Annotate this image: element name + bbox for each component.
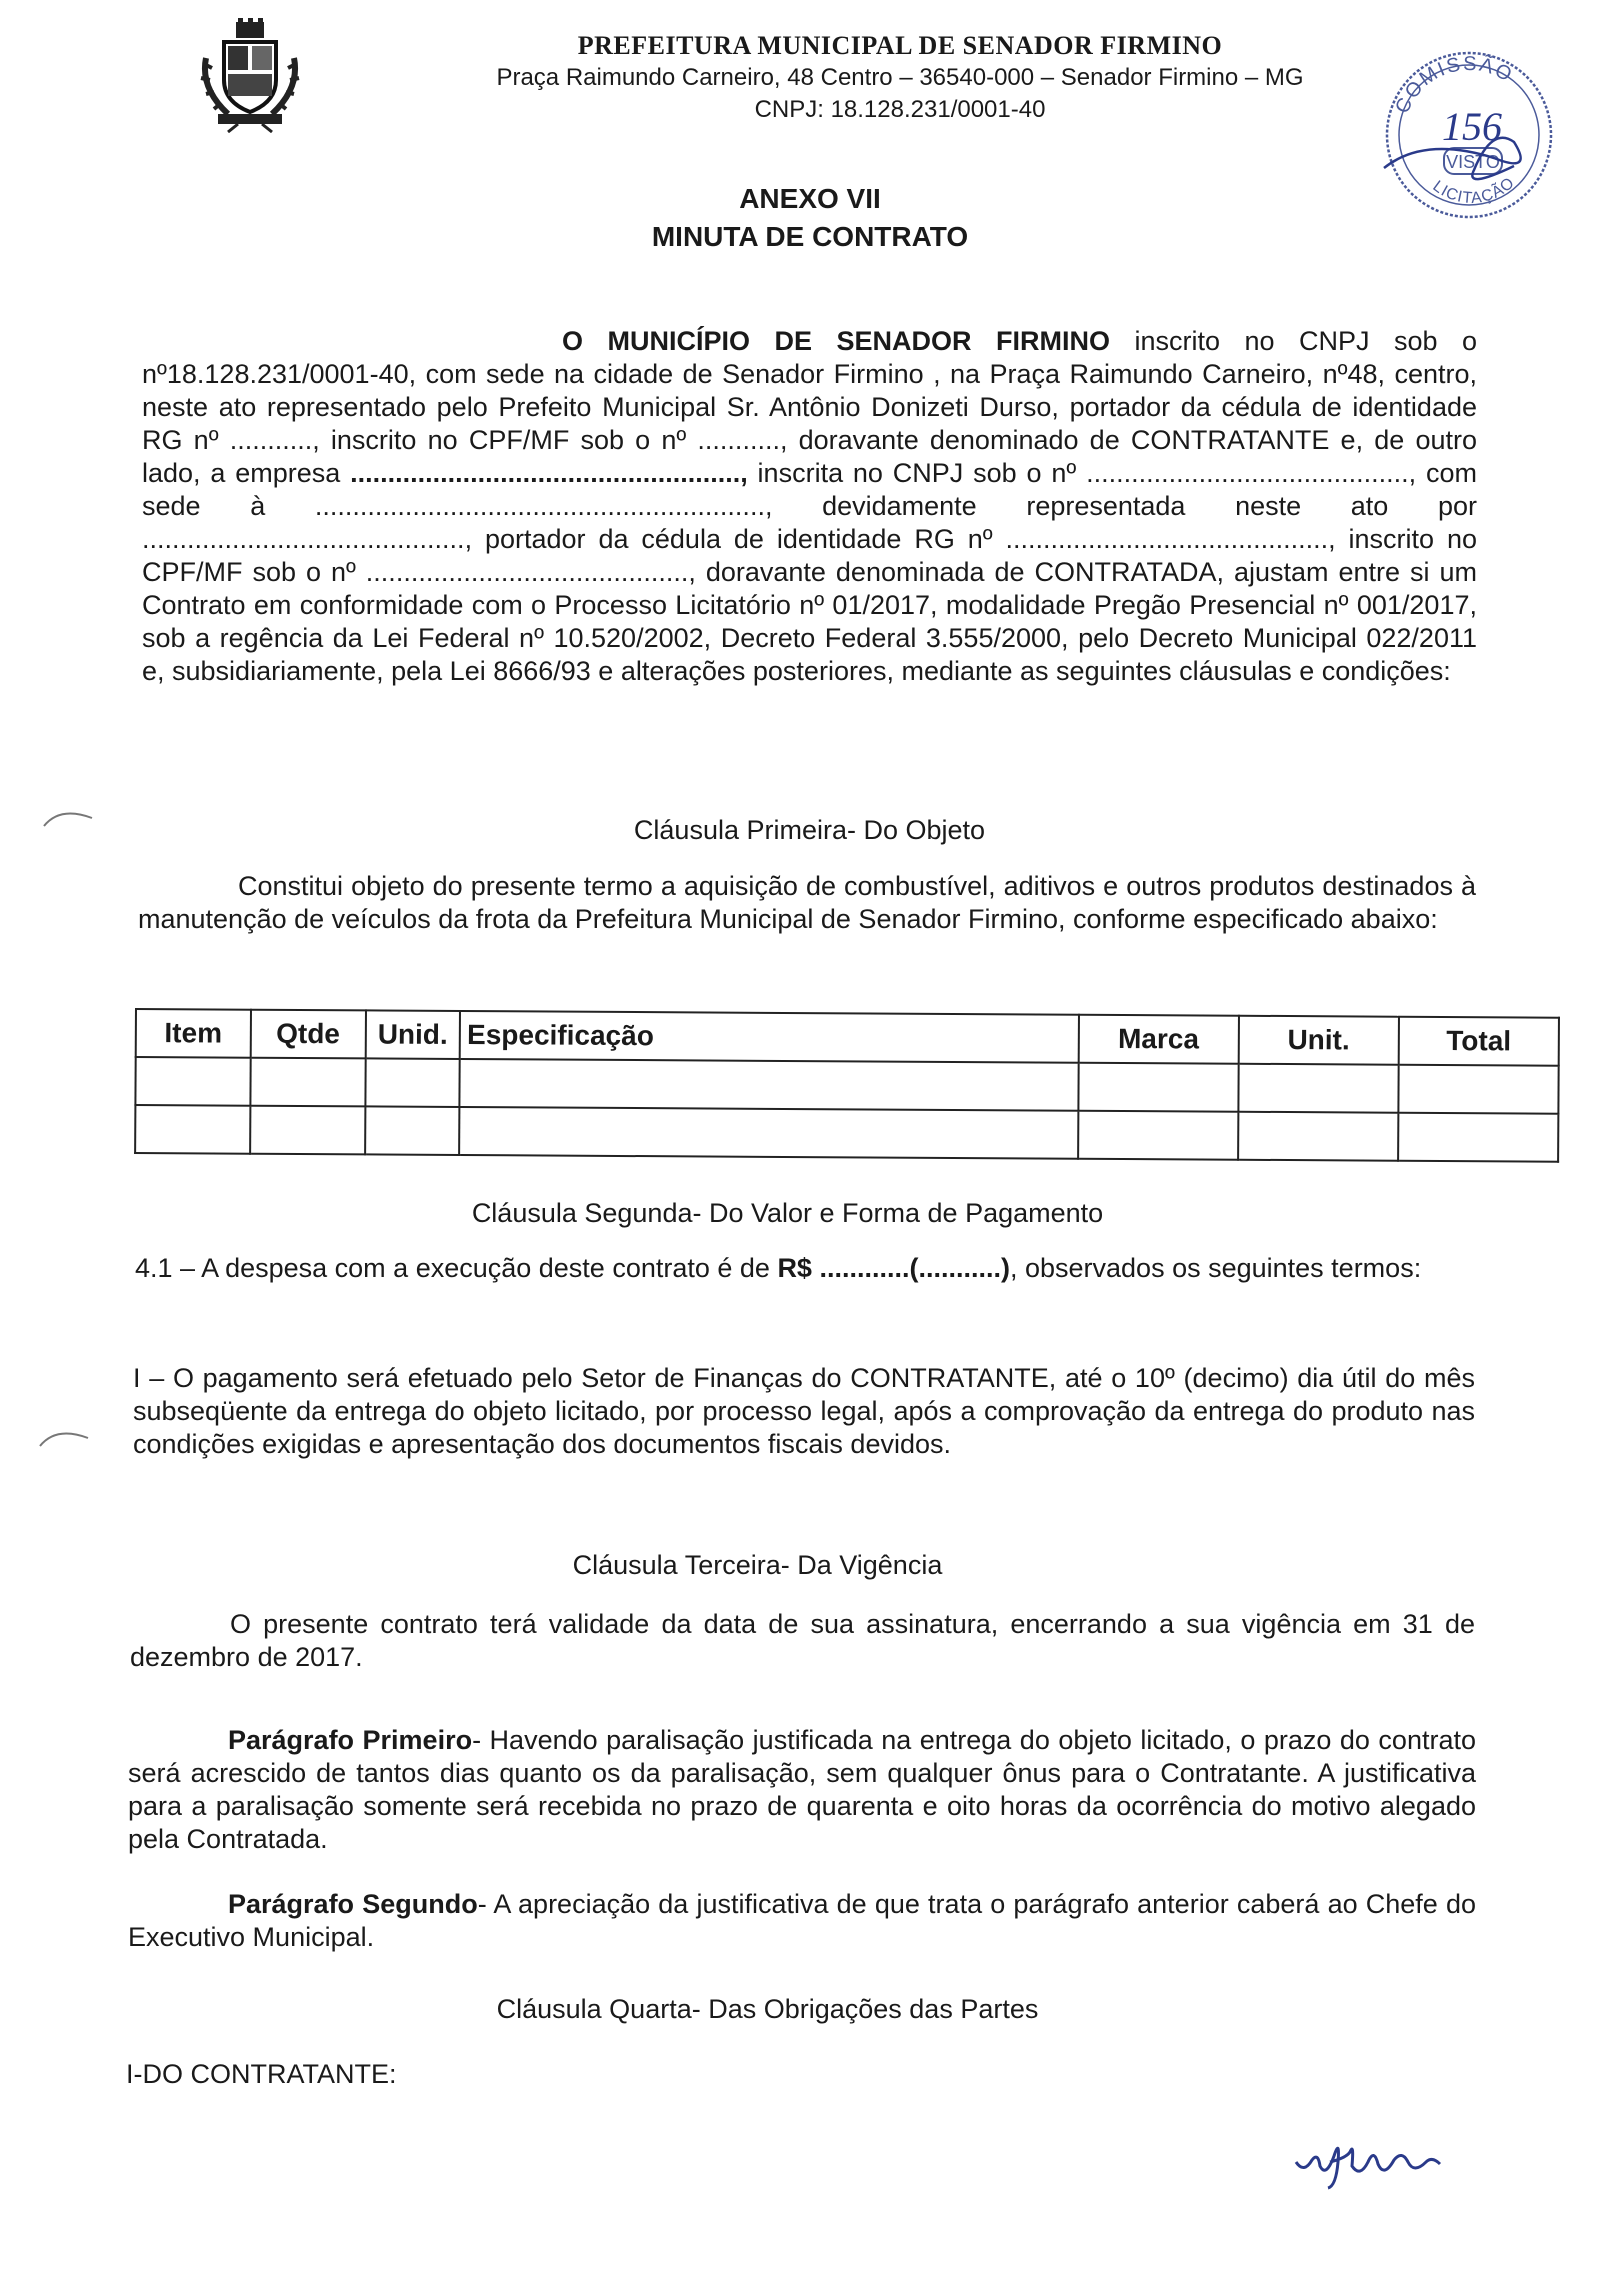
- items-table: [134, 1008, 1560, 1163]
- annex-title: ANEXO VII: [739, 183, 881, 214]
- company-blank: ....................................................,: [350, 458, 748, 488]
- intro-paragraph: [142, 325, 1477, 688]
- col-unit: Unit.: [1238, 1016, 1398, 1065]
- clause-3-heading: Cláusula Terceira- Da Vigência: [572, 1550, 943, 1580]
- table-row: [135, 1105, 1558, 1162]
- contratante-subheading: I-DO CONTRATANTE:: [126, 2059, 397, 2089]
- col-total: Total: [1399, 1017, 1559, 1066]
- organization-cnpj: CNPJ: 18.128.231/0001-40: [754, 96, 1046, 123]
- paragraph-second-text: - A apreciação da justificativa de que trata o parágrafo anterior caberá ao Chefe do Executivo Municipal.: [128, 1889, 1476, 1952]
- intro-text-2: inscrita no CNPJ sob o nº ..........................................., com sede à ............................................................, devidamente representada neste ato por ..........................................., portador da cédula de identidade RG nº ..........................................., inscrito no CPF/MF sob o nº ..........................................., doravante denominada de CONTRATADA, ajustam entre si um Contrato em conformidade com o Processo Licitatório nº 01/2017, modalidade Pregão Presencial nº 001/2017, sob a regência da Lei Federal nº 10.520/2002, Decreto Federal 3.555/2000, pelo Decreto Municipal 022/2011 e, subsidiariamente, pela Lei 8666/93 e alterações posteriores, mediante as seguintes cláusulas e condições:: [142, 458, 1477, 686]
- handwritten-initials-icon: [1290, 2122, 1450, 2192]
- clause-2-heading: Cláusula Segunda- Do Valor e Forma de Pagamento: [471, 1198, 1104, 1228]
- intro-text-1: inscrito no CNPJ sob o nº18.128.231/0001-40, com sede na cidade de Senador Firmino , na Praça Raimundo Carneiro, nº48, centro, neste ato representado pelo Prefeito Municipal Sr. Antônio Donizeti Durso, portador da cédula de identidade RG nº ..........., inscrito no CPF/MF sob o nº ..........., doravante denominado de CONTRATANTE e, de outro lado, a empresa: [142, 326, 1477, 488]
- margin-mark-icon: [40, 800, 100, 830]
- paragraph-first-label: Parágrafo Primeiro: [228, 1725, 473, 1755]
- item-4-1-amount: R$ ............(...........): [777, 1253, 1010, 1283]
- paragraph-second-label: Parágrafo Segundo: [228, 1889, 478, 1919]
- col-marca: Marca: [1078, 1015, 1238, 1064]
- stamp-top-text: COMISSÃO: [1391, 52, 1518, 117]
- paragraph-first: [128, 1724, 1476, 1856]
- col-item: Item: [136, 1009, 251, 1058]
- clause-3-text: O presente contrato terá validade da data de sua assinatura, encerrando a sua vigência em 31 de dezembro de 2017.: [130, 1609, 1475, 1672]
- municipality-name: O MUNICÍPIO DE SENADOR FIRMINO: [562, 326, 1110, 356]
- stamp-bottom-text: LICITAÇÃO: [1429, 174, 1519, 208]
- paragraph-first-text: - Havendo paralisação justificada na entrega do objeto licitado, o prazo do contrato será acrescido de tantos dias quanto os da paralisação, sem qualquer ônus para o Contratante. A justificativa para a paralisação somente será recebida no prazo de quarenta e oito horas da ocorrência do motivo alegado pela Contratada.: [128, 1725, 1476, 1854]
- letterhead: [400, 30, 1400, 126]
- col-unid: Unid.: [365, 1010, 460, 1059]
- stamp-number: 156: [1442, 104, 1502, 149]
- annex-subtitle: MINUTA DE CONTRATO: [651, 221, 969, 252]
- clause-1-heading: Cláusula Primeira- Do Objeto: [633, 815, 986, 845]
- table-header-row: [136, 1009, 1559, 1066]
- col-qtde: Qtde: [250, 1010, 365, 1059]
- clause-2-item-i: I – O pagamento será efetuado pelo Setor de Finanças do CONTRATANTE, até o 10º (decimo) dia útil do mês subseqüente da entrega do objeto licitado, por processo legal, após a comprovação da entrega do produto nas condições exigidas e apresentação dos documentos fiscais devidos.: [133, 1363, 1475, 1459]
- clause-1-text: Constitui objeto do presente termo a aquisição de combustível, aditivos e outros produtos destinados à manutenção de veículos da frota da Prefeitura Municipal de Senador Firmino, conforme especificado abaixo:: [138, 871, 1476, 934]
- organization-name: PREFEITURA MUNICIPAL DE SENADOR FIRMINO: [577, 31, 1223, 60]
- col-especificacao: Especificação: [460, 1011, 1079, 1063]
- item-4-1-text-end: , observados os seguintes termos:: [1009, 1253, 1422, 1283]
- paragraph-second: [128, 1888, 1476, 1954]
- organization-address: Praça Raimundo Carneiro, 48 Centro – 36540-000 – Senador Firmino – MG: [496, 64, 1304, 91]
- item-4-1-text-start: 4.1 – A despesa com a execução deste contrato é de: [135, 1253, 778, 1283]
- stamp-middle-text: VISTO: [1446, 152, 1500, 172]
- table-row: [135, 1057, 1558, 1114]
- margin-mark-icon: [36, 1420, 96, 1450]
- clause-4-heading: Cláusula Quarta- Das Obrigações das Partes: [496, 1994, 1039, 2024]
- annex-heading: [560, 180, 1060, 256]
- municipal-crest-icon: [198, 18, 302, 133]
- commission-stamp-icon: [1364, 40, 1574, 230]
- clause-2-item-4-1: [135, 1252, 1475, 1285]
